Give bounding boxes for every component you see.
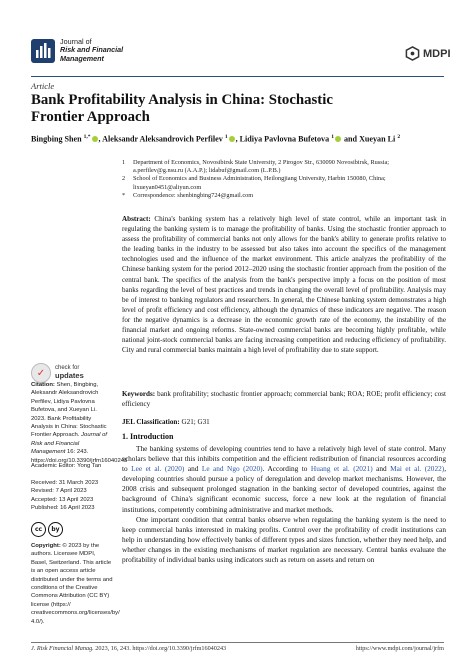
citation-link[interactable]: Mai et al. bbox=[390, 464, 422, 474]
check-for-updates-button[interactable]: ✓ check for updates bbox=[31, 362, 93, 384]
author-name[interactable]: Bingbing Shen bbox=[31, 134, 82, 144]
journal-name: Journal of Risk and Financial Management bbox=[60, 37, 124, 63]
author-name[interactable]: Xueyan Li bbox=[359, 134, 396, 144]
cc-license-badge[interactable] bbox=[31, 522, 75, 536]
footer-divider bbox=[31, 642, 444, 643]
article-type: Article bbox=[31, 81, 55, 91]
publisher-name: MDPI bbox=[423, 47, 451, 60]
orcid-icon[interactable] bbox=[229, 136, 235, 142]
author-name[interactable]: Aleksandr Aleksandrovich Perfilev bbox=[102, 134, 223, 144]
doi-link[interactable]: https://doi.org/10.3390/jrfm16040243 bbox=[31, 457, 128, 464]
journal-logo bbox=[31, 39, 55, 63]
citation-link[interactable]: Le and Ngo bbox=[201, 464, 240, 474]
header-divider bbox=[31, 76, 444, 77]
by-icon: by bbox=[48, 522, 63, 537]
citation-link[interactable]: (2020) bbox=[243, 464, 263, 474]
paragraph: The banking systems of developing countries tend to have a relatively high level of state control. Many scholars believe that this inhibits competition and the efficient redistribution of financial resources according to Lee et al. (2020) and Le and Ngo (2020). According to Huang et al. (2021) and Mai et al. (2022), developing countries should pursue a policy of deregulation and develop market mechanisms. However, the 2008 crisis and subsequent prolonged stagnation in the banking sector of developed countries, against the background of China's significant economic success, force a new look at the regulation of financial institutions, competently combining administrative and market methods. bbox=[122, 444, 447, 514]
citation-link[interactable]: (2021) bbox=[353, 464, 373, 474]
date-published: Published: 16 April 2023 bbox=[31, 505, 95, 512]
orcid-icon[interactable] bbox=[335, 136, 341, 142]
mdpi-hexagon-icon bbox=[405, 46, 420, 61]
affiliation-line: * Correspondence: shenbingbing724@gmail.com bbox=[122, 191, 254, 199]
affiliation-line: 1 Department of Economics, Novosibirsk State University, 2 Pirogov Str., 630090 Novosibirsk, Russia; bbox=[122, 159, 389, 166]
keywords: Keywords: bank profitability; stochastic frontier approach; commercial bank; ROA; ROE; profit efficiency; cost efficiency bbox=[122, 390, 446, 408]
affiliation-line: lixueyan0451@aliyun.com bbox=[133, 183, 202, 191]
affiliation-line: 2 School of Economics and Business Administration, Heilongjiang University, Harbin 150080, China; bbox=[122, 175, 386, 183]
jel-classification: JEL Classification: G21; G31 bbox=[122, 418, 210, 426]
author-name[interactable]: Lidiya Pavlovna Bufetova bbox=[239, 134, 330, 144]
publisher-logo[interactable] bbox=[405, 46, 451, 61]
journal-url-link[interactable]: https://www.mdpi.com/journal/jrfm bbox=[355, 645, 444, 652]
publication-dates bbox=[31, 479, 113, 513]
footer-citation: J. Risk Financial Manag. 2023, 16, 243. https://doi.org/10.3390/jrfm16040243 bbox=[31, 645, 227, 652]
citation-link[interactable]: (2022) bbox=[424, 464, 445, 474]
section-heading: 1. Introduction bbox=[122, 432, 174, 441]
affiliation-line: a.perfilev@g.nsu.ru (A.A.P.); lidabuf@gmail.com (L.P.B.) bbox=[133, 167, 281, 175]
date-revised: Revised: 7 April 2023 bbox=[31, 488, 87, 495]
cc-icon: cc bbox=[31, 522, 46, 537]
paragraph: One important condition that central banks observe when regulating the banking system is the need to keep commercial banks interested in making profits. Control over the profitability of credit institutions can help in understanding how effectively banks of different types and sizes function, whether they need help, and whether changes in the existing mechanisms of market regulation are necessary. Central banks evaluate the profitability of individual banks using indicators such as return on assets and return on bbox=[122, 514, 446, 565]
affiliations bbox=[122, 159, 452, 200]
date-received: Received: 31 March 2023 bbox=[31, 480, 99, 486]
citation-block: Citation: Shen, Bingbing, Aleksandr Aleksandrovich Perfilev, Lidiya Pavlovna Bufetova, and Xueyan Li. 2023. Bank Profitability Analysis in China: Stochastic Frontier Approach. Journal of Risk and Financial Management 16: 243. https://doi.org/10.3390/jrfm16040243 bbox=[31, 382, 128, 464]
copyright-notice: Copyright: © 2023 by the authors. Licensee MDPI, Basel, Switzerland. This article is an open access article distributed under the terms and conditions of the Creative Commons Attribution (CC BY) license (https:// creativecommons.org/licenses/by/ 4.0/). bbox=[31, 543, 120, 625]
academic-editor: Academic Editor: Yong Tan bbox=[31, 463, 102, 469]
citation-link[interactable]: (2020) bbox=[164, 464, 185, 474]
date-accepted: Accepted: 13 April 2023 bbox=[31, 496, 94, 503]
abstract: Abstract: China's banking system has a relatively high level of state control, while an important task in regulating the banking system is to manage the profitability of banks. Using the stochastic frontier approach to assess the profitability of commercial banks not only allows for the bank's ability to generate profits relative to the leading banks in the industry to be assessed but also takes into account the specifics of the management technologies used and the influence of the market environment. This article analyzes the profitability of the Chinese banking system for the period 2012–2020 using the stochastic frontier approach from the position of the central bank. The specifics of the analysis from the bank's perspective imply a focus on the position of most banks regarding the level of best practices and trends in changing the overall level of profitability. Analysis may be of interest to banking regulators and researchers. In general, the Chinese banking system demonstrates a high level of profit efficiency and cost efficiency, although the dynamics of these indicators are negative. The reason for the negative dynamics is a decrease in the economic growth rate of the economy, the instability of the financial market and ongoing reforms. State-owned commercial banks are becoming highly profitable, while national joint-stock commercial banks are facing increasing competition and reducing efficiency of profitability. City and rural commercial banks maintain a high level of profitability due to state support. bbox=[122, 215, 446, 355]
article-title: Bank Profitability Analysis in China: Stochastic Frontier Approach bbox=[31, 92, 333, 125]
author-list: Bingbing Shen $^{1,*}$ , Aleksandr Aleksandrovich Perfilev $^1$ , Lidiya Pavlovna Bufetova $^1$ and Xueyan Li $^2$ bbox=[31, 134, 401, 144]
citation-link[interactable]: Huang et al. bbox=[310, 464, 350, 474]
check-updates-icon: ✓ bbox=[31, 363, 51, 383]
orcid-icon[interactable] bbox=[92, 136, 98, 142]
citation-link[interactable]: Lee et al. bbox=[131, 464, 162, 474]
introduction-body bbox=[122, 444, 446, 565]
